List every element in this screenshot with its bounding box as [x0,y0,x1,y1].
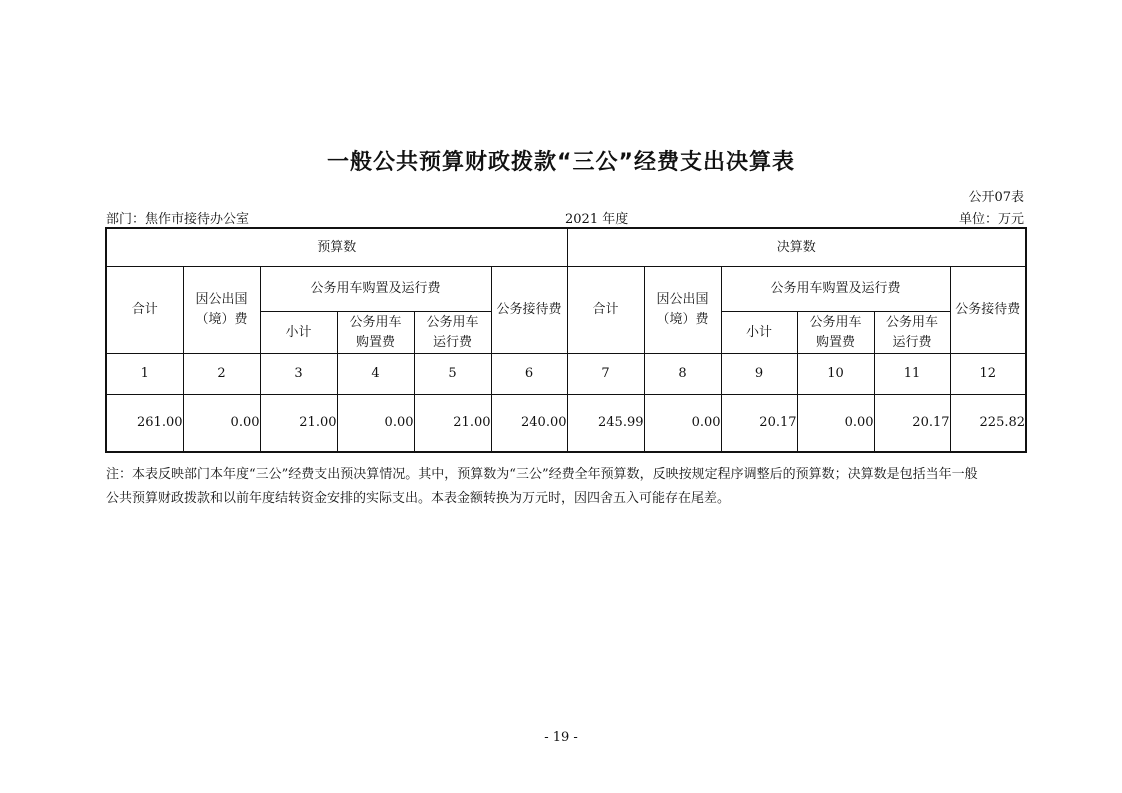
index-cell: 8 [644,354,721,395]
index-cell: 11 [874,354,950,395]
index-cell: 3 [260,354,337,395]
budget-vehicle-purchase-line2: 购置费 [355,334,395,350]
budget-vehicle-operation-line2: 运行费 [432,334,472,350]
index-cell: 6 [491,354,567,395]
final-vehicle-purchase-line2: 购置费 [816,334,856,350]
final-reception-header: 公务接待费 [950,267,1026,354]
final-abroad-header-line2: （境）费 [656,312,709,327]
index-cell: 5 [414,354,491,395]
final-vehicle-purchase-line1: 公务用车 [809,314,862,330]
budget-abroad-header-line1: 因公出国 [195,292,248,307]
group-header-row [106,228,1026,267]
department-label: 部门：焦作市接待办公室 [106,212,250,227]
table-note-line2: 公共预算财政拨款和以前年度结转资金安排的实际支出。本表金额转换为万元时，因四舍五入可能存在尾差。 [106,491,731,506]
budget-vehicle-operation-header [414,312,491,354]
final-total-value: 245.99 [567,395,644,453]
budget-abroad-value: 0.00 [183,395,260,453]
final-total-header: 合计 [567,267,644,354]
budget-vehicle-operation-line1: 公务用车 [426,314,479,330]
index-cell: 4 [337,354,414,395]
final-reception-value: 225.82 [950,395,1026,453]
index-cell: 2 [183,354,260,395]
budget-abroad-header-line2: （境）费 [195,312,248,327]
budget-vehicle-header: 公务用车购置及运行费 [260,267,491,312]
three-public-expenses-table [105,227,1027,453]
budget-vehicle-subtotal-value: 21.00 [260,395,337,453]
index-cell: 12 [950,354,1026,395]
budget-vehicle-purchase-header [337,312,414,354]
final-vehicle-operation-line2: 运行费 [892,334,932,350]
page-title: 一般公共预算财政拨款“三公”经费支出决算表 [327,150,795,175]
column-index-row [106,354,1026,395]
final-vehicle-subtotal-header: 小计 [721,312,797,354]
final-group-header: 决算数 [567,228,1026,267]
index-cell: 10 [797,354,874,395]
final-abroad-header-line1: 因公出国 [656,292,709,307]
column-header-row [106,267,1026,312]
final-vehicle-header: 公务用车购置及运行费 [721,267,950,312]
budget-vehicle-purchase-value: 0.00 [337,395,414,453]
final-vehicle-operation-value: 20.17 [874,395,950,453]
final-vehicle-purchase-header [797,312,874,354]
budget-total-value: 261.00 [106,395,183,453]
final-vehicle-operation-header [874,312,950,354]
table-note-line1: 注：本表反映部门本年度“三公”经费支出预决算情况。其中，预算数为“三公”经费全年预算数，反映按规定程序调整后的预算数；决算数是包括当年一般 [106,467,978,482]
fiscal-year-label: 2021 年度 [565,212,629,227]
budget-group-header: 预算数 [106,228,567,267]
final-vehicle-purchase-value: 0.00 [797,395,874,453]
budget-reception-header: 公务接待费 [491,267,567,354]
budget-total-header: 合计 [106,267,183,354]
budget-vehicle-operation-value: 21.00 [414,395,491,453]
index-cell: 1 [106,354,183,395]
budget-reception-value: 240.00 [491,395,567,453]
budget-vehicle-subtotal-header: 小计 [260,312,337,354]
value-row [106,395,1026,453]
table-note [106,463,1026,511]
budget-vehicle-purchase-line1: 公务用车 [349,314,402,330]
form-number: 公开07表 [968,190,1024,205]
final-vehicle-operation-line1: 公务用车 [886,314,939,330]
index-cell: 7 [567,354,644,395]
index-cell: 9 [721,354,797,395]
final-vehicle-subtotal-value: 20.17 [721,395,797,453]
unit-label: 单位：万元 [958,212,1024,227]
final-abroad-header [644,267,721,354]
final-abroad-value: 0.00 [644,395,721,453]
page-number: - 19 - [544,730,578,745]
budget-abroad-header [183,267,260,354]
